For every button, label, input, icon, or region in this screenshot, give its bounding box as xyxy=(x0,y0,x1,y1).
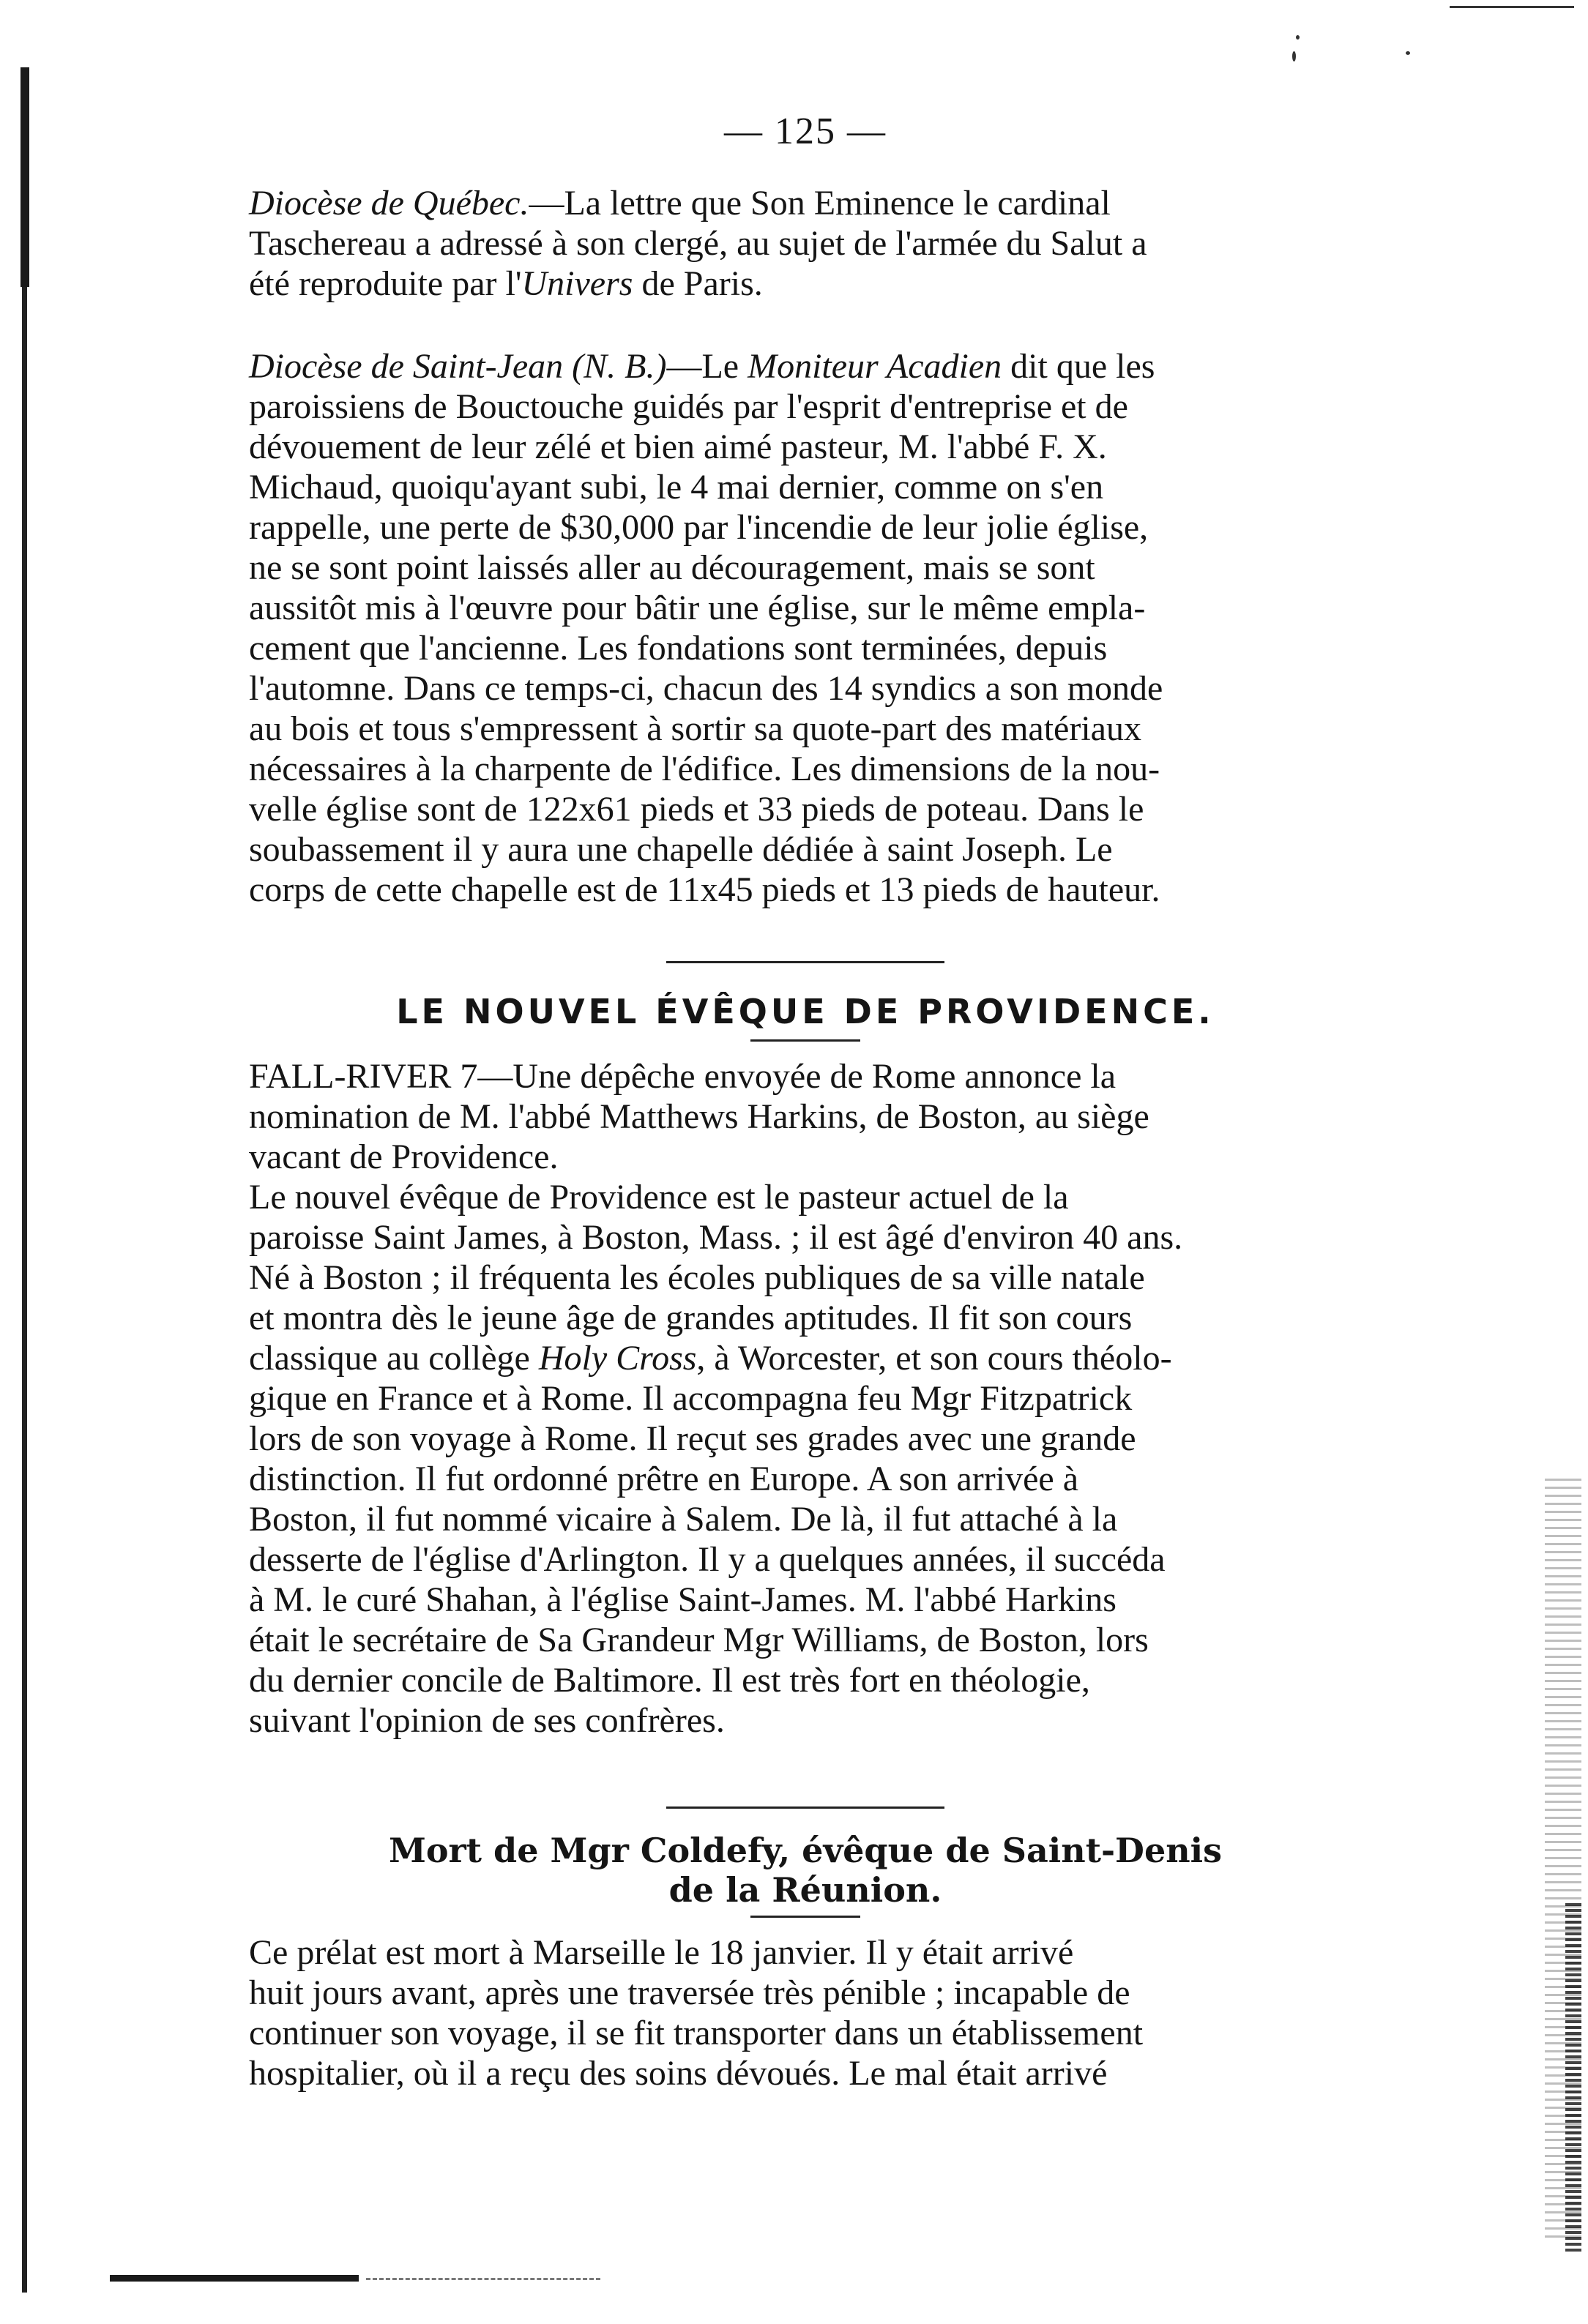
text-line xyxy=(249,468,1103,507)
article-heading-coldefy-line2: de la Réunion. xyxy=(668,1870,942,1910)
text-column xyxy=(249,110,1362,2093)
text-run: paroisse Saint James, à Boston, Mass. ; il est âgé d'environ 40 ans. xyxy=(249,1218,1183,1257)
text-line xyxy=(249,669,1163,708)
text-run: continuer son voyage, il se fit transporter dans un établissement xyxy=(249,2014,1144,2052)
article-body-providence xyxy=(249,1056,1362,1741)
text-run: velle église sont de 122x61 pieds et 33 pieds de poteau. Dans le xyxy=(249,790,1144,829)
text-line xyxy=(249,264,763,303)
text-run: corps de cette chapelle est de 11x45 pieds et 13 pieds de hauteur. xyxy=(249,870,1160,909)
text-run: Boston, il fut nommé vicaire à Salem. De là, il fut attaché à la xyxy=(249,1500,1118,1539)
text-run: Le nouvel évêque de Providence est le pasteur actuel de la xyxy=(249,1178,1069,1217)
text-line xyxy=(249,1057,1116,1096)
text-line xyxy=(249,629,1107,668)
section-divider xyxy=(666,961,944,963)
text-run: du dernier concile de Baltimore. Il est très fort en théologie, xyxy=(249,1661,1090,1700)
article-heading-coldefy-line1: Mort de Mgr Coldefy, évêque de Saint-Denis xyxy=(388,1831,1223,1870)
text-line xyxy=(249,1379,1132,1418)
italic-run: Univers xyxy=(521,264,633,303)
small-caps-run: FALL-RIVER xyxy=(249,1057,452,1096)
text-run: hospitalier, où il a reçu des soins dévoués. Le mal était arrivé xyxy=(249,2054,1108,2093)
section-divider xyxy=(666,1806,944,1809)
text-run: dévouement de leur zélé et bien aimé pasteur, M. l'abbé F. X. xyxy=(249,427,1107,466)
paragraph-text xyxy=(249,346,1362,910)
page-number: — 125 — xyxy=(724,111,887,152)
article-heading-providence: LE NOUVEL ÉVÊQUE DE PROVIDENCE. xyxy=(396,992,1215,1031)
text-run: de Paris. xyxy=(633,264,763,303)
text-line xyxy=(249,1339,1172,1378)
italic-run: Moniteur Acadien xyxy=(748,347,1002,386)
text-run: —Le xyxy=(666,347,748,386)
text-run: à M. le curé Shahan, à l'église Saint-James. M. l'abbé Harkins xyxy=(249,1580,1117,1619)
bottom-edge-dash xyxy=(366,2278,600,2280)
text-line xyxy=(249,1661,1090,1700)
text-line xyxy=(249,1299,1132,1337)
text-run: été reproduite par l' xyxy=(249,264,522,303)
text-line xyxy=(249,1933,1073,1972)
ink-speck xyxy=(1292,51,1296,61)
text-run: , à Worcester, et son cours théolo- xyxy=(696,1339,1172,1378)
text-run: Ce prélat est mort à Marseille le 18 janvier. Il y était arrivé xyxy=(249,1933,1074,1972)
text-line xyxy=(249,1218,1182,1257)
text-run: paroissiens de Bouctouche guidés par l'esprit d'entreprise et de xyxy=(249,387,1128,426)
text-line xyxy=(249,1137,558,1176)
text-run: distinction. Il fut ordonné prêtre en Europe. A son arrivée à xyxy=(249,1460,1078,1498)
ink-speck xyxy=(1296,35,1300,40)
text-run: Taschereau a adressé à son clergé, au sujet de l'armée du Salut a xyxy=(249,224,1147,263)
top-edge-mark xyxy=(1450,6,1574,8)
paragraph-text xyxy=(249,1932,1362,2093)
text-line xyxy=(249,184,1111,223)
text-line xyxy=(249,1419,1136,1458)
paragraph-diocese-saint-jean xyxy=(249,346,1362,910)
binding-edge-top xyxy=(20,67,29,287)
text-line xyxy=(249,830,1113,869)
text-line xyxy=(249,1540,1166,1579)
text-line xyxy=(249,1701,725,1740)
text-line xyxy=(249,347,1155,386)
margin-bleed-through xyxy=(1565,1903,1581,2254)
text-line xyxy=(249,1580,1117,1619)
text-run: rappelle, une perte de $30,000 par l'incendie de leur jolie église, xyxy=(249,508,1149,547)
text-run: Michaud, quoiqu'ayant subi, le 4 mai dernier, comme on s'en xyxy=(249,468,1104,507)
text-run: et montra dès le jeune âge de grandes aptitudes. Il fit son cours xyxy=(249,1299,1133,1337)
text-line xyxy=(249,1178,1069,1217)
text-line xyxy=(249,589,1145,627)
text-line xyxy=(249,1973,1130,2012)
text-run: dit que les xyxy=(1002,347,1155,386)
text-line xyxy=(249,870,1160,909)
text-line xyxy=(249,1258,1145,1297)
text-line xyxy=(249,709,1141,748)
text-line xyxy=(249,750,1160,788)
text-run: suivant l'opinion de ses confrères. xyxy=(249,1701,725,1740)
text-line xyxy=(249,1500,1117,1539)
text-line xyxy=(249,790,1144,829)
text-run: au bois et tous s'empressent à sortir sa quote-part des matériaux xyxy=(249,709,1141,748)
text-run: lors de son voyage à Rome. Il reçut ses grades avec une grande xyxy=(249,1419,1136,1458)
text-run: nécessaires à la charpente de l'édifice. Les dimensions de la nou- xyxy=(249,750,1160,788)
binding-edge xyxy=(22,67,27,2293)
ink-speck xyxy=(1406,51,1410,55)
text-line xyxy=(249,508,1148,547)
text-run: desserte de l'église d'Arlington. Il y a quelques années, il succéda xyxy=(249,1540,1166,1579)
text-line xyxy=(249,224,1147,263)
text-run: était le secrétaire de Sa Grandeur Mgr Williams, de Boston, lors xyxy=(249,1621,1149,1659)
text-run: ne se sont point laissés aller au découragement, mais se sont xyxy=(249,548,1095,587)
heading-underline xyxy=(750,1916,860,1918)
text-line xyxy=(249,2014,1143,2052)
text-run: aussitôt mis à l'œuvre pour bâtir une église, sur le même empla- xyxy=(249,589,1146,627)
text-line xyxy=(249,2054,1107,2093)
italic-run: Diocèse de Saint-Jean (N. B.) xyxy=(249,347,667,386)
text-run: Né à Boston ; il fréquenta les écoles publiques de sa ville natale xyxy=(249,1258,1145,1297)
italic-run: Holy Cross xyxy=(538,1339,697,1378)
text-run: soubassement il y aura une chapelle dédiée à saint Joseph. Le xyxy=(249,830,1113,869)
text-run: gique en France et à Rome. Il accompagna feu Mgr Fitzpatrick xyxy=(249,1379,1133,1418)
text-run: classique au collège xyxy=(249,1339,539,1378)
italic-run: Diocèse de Québec. xyxy=(249,184,529,223)
text-run: vacant de Providence. xyxy=(249,1137,559,1176)
paragraph-text xyxy=(249,183,1362,304)
text-line xyxy=(249,1097,1149,1136)
text-run: huit jours avant, après une traversée très pénible ; incapable de xyxy=(249,1973,1130,2012)
paragraph-diocese-quebec xyxy=(249,183,1362,304)
article-body-coldefy xyxy=(249,1932,1362,2093)
text-line xyxy=(249,427,1107,466)
text-line xyxy=(249,548,1095,587)
heading-underline xyxy=(750,1039,860,1042)
text-run: nomination de M. l'abbé Matthews Harkins, de Boston, au siège xyxy=(249,1097,1149,1136)
paragraph-text xyxy=(249,1056,1362,1741)
bottom-edge-rule xyxy=(110,2275,359,2282)
text-run: l'automne. Dans ce temps-ci, chacun des 14 syndics a son monde xyxy=(249,669,1163,708)
text-run: 7—Une dépêche envoyée de Rome annonce la xyxy=(451,1057,1117,1096)
text-run: —La lettre que Son Eminence le cardinal xyxy=(529,184,1111,223)
text-line xyxy=(249,1621,1149,1659)
text-line xyxy=(249,387,1128,426)
text-run: cement que l'ancienne. Les fondations sont terminées, depuis xyxy=(249,629,1108,668)
text-line xyxy=(249,1460,1078,1498)
